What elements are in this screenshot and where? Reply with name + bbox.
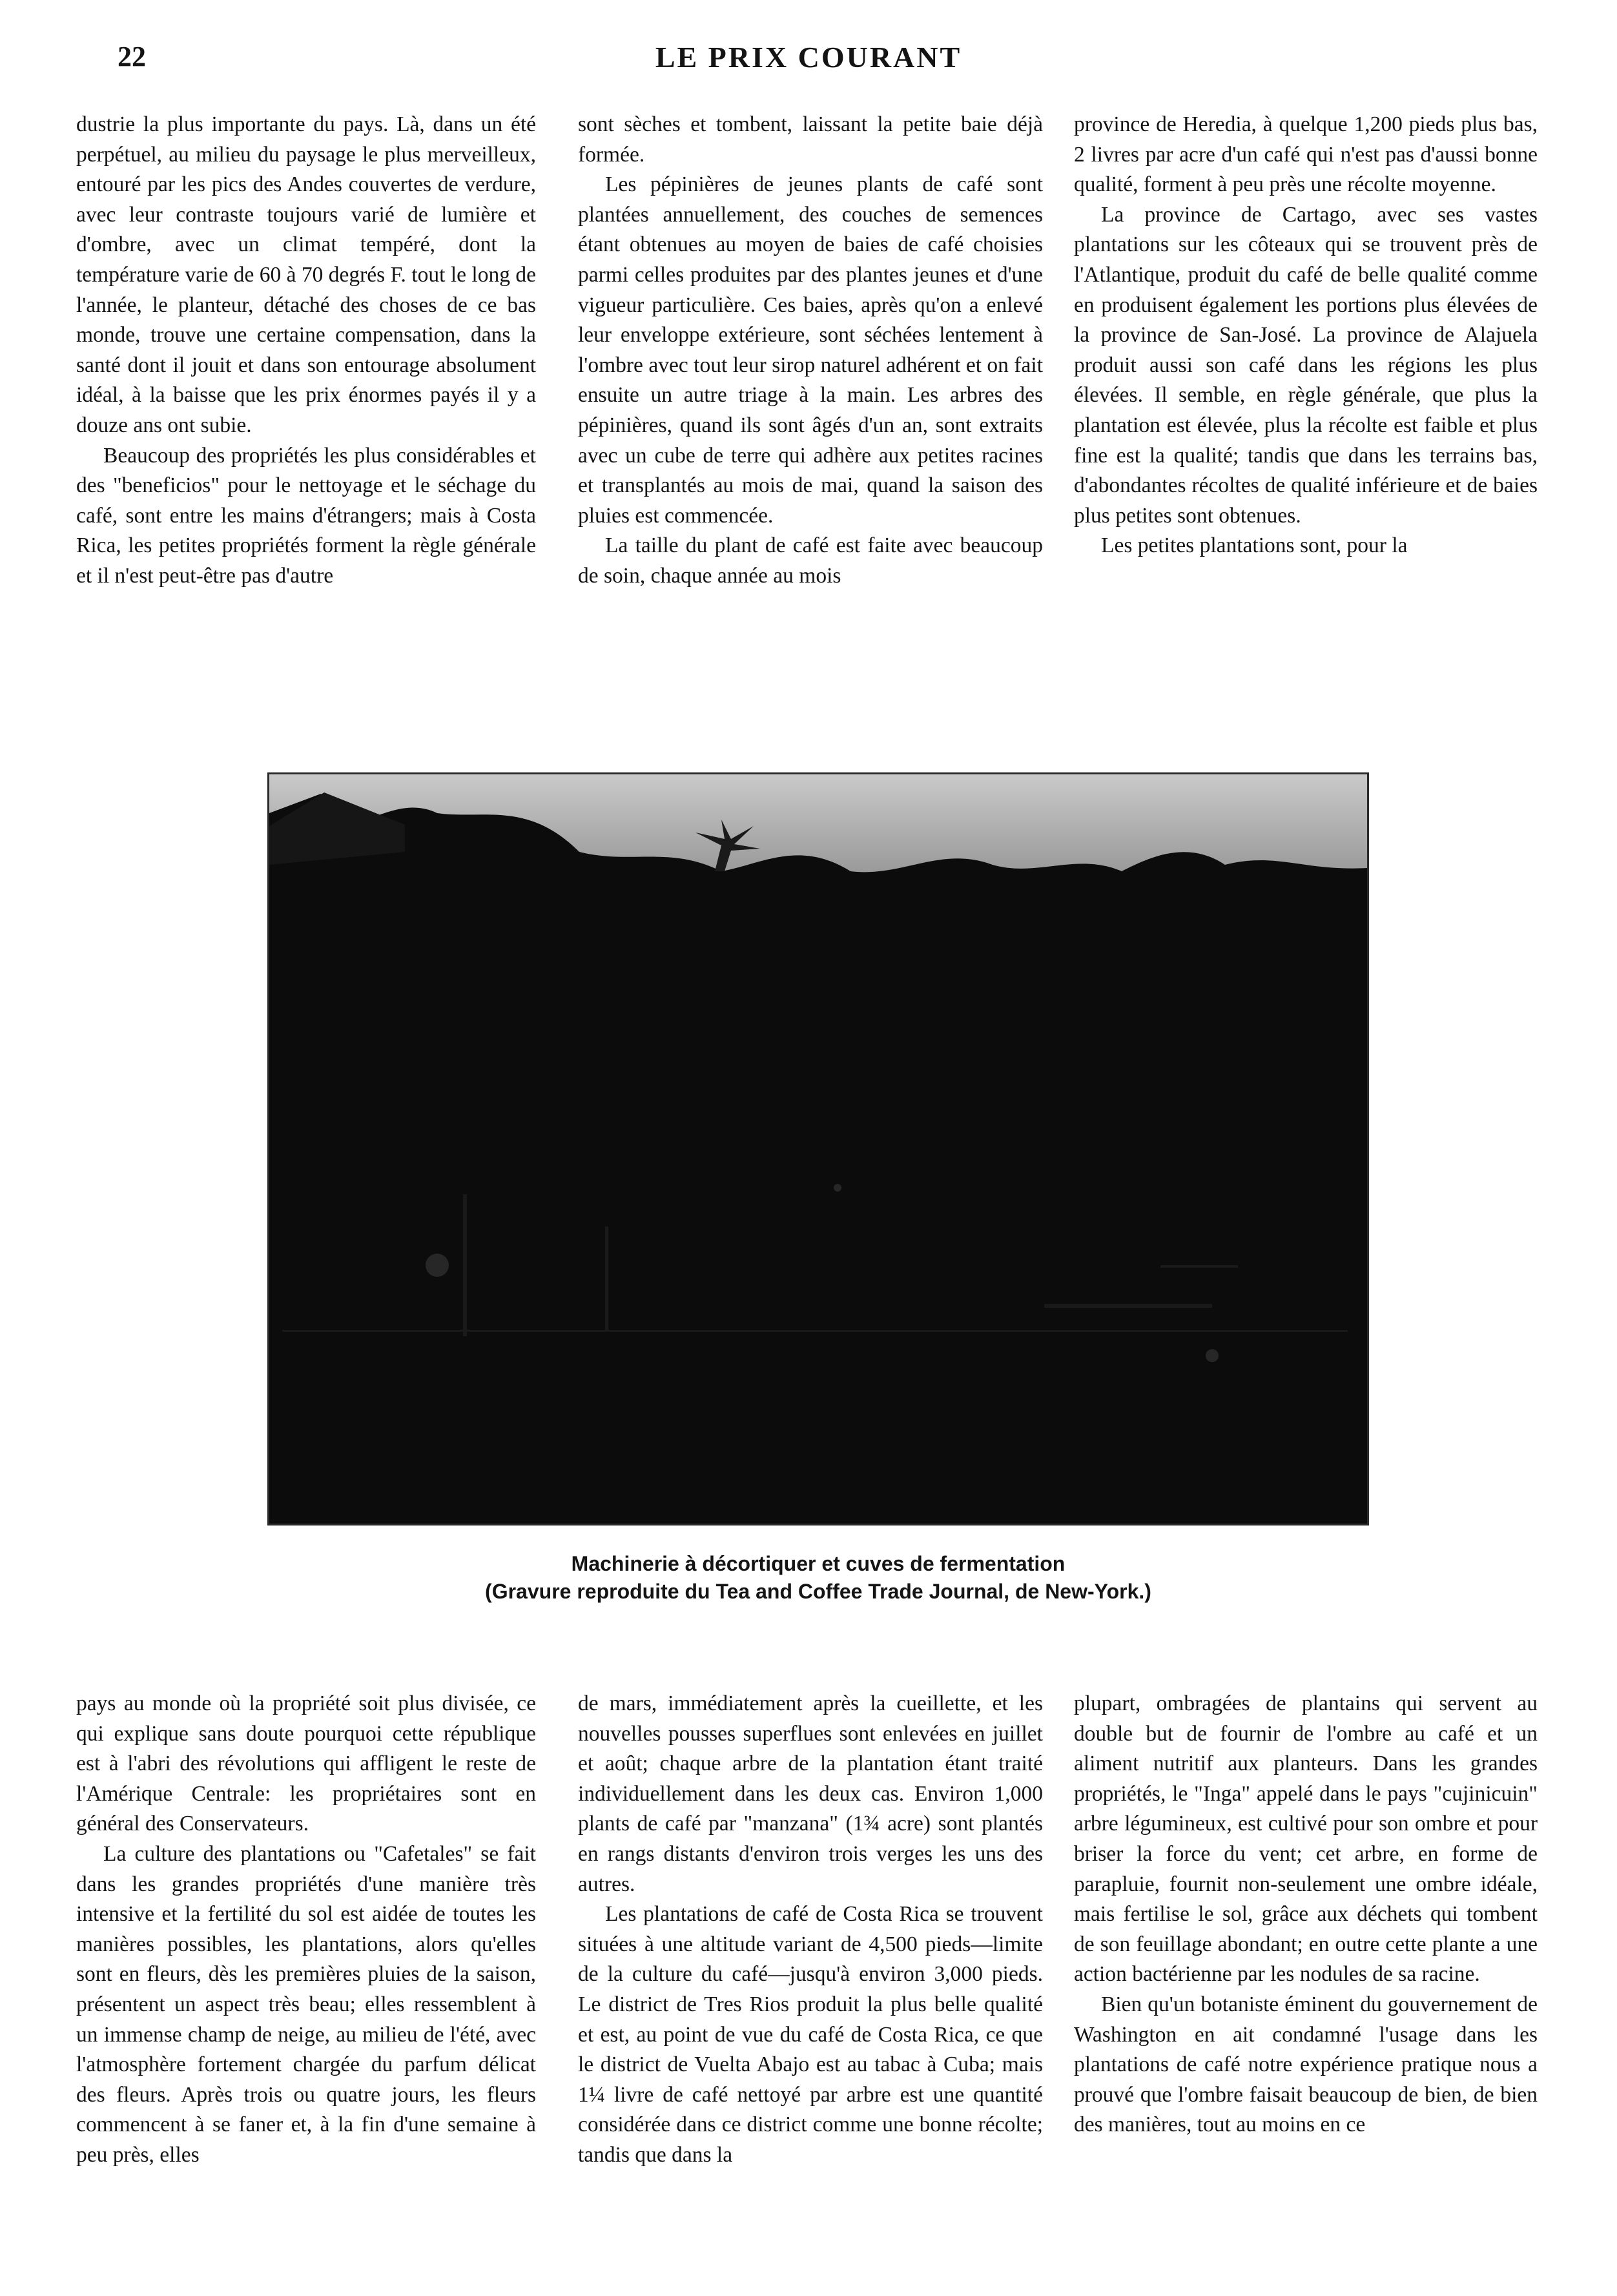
paragraph: La taille du plant de café est faite avec beaucoup de soin, chaque année au mois [578,533,1043,588]
column-3-bottom [1074,1689,1538,2140]
paragraph: province de Heredia, à quelque 1,200 pieds plus bas, 2 livres par acre d'un café qui n'est pas d'aussi bonne qualité, forment à peu près une récolte moyenne. [1074,112,1538,197]
column-2-top [578,110,1043,592]
column-2-bottom [578,1689,1043,2171]
paragraph: Bien qu'un botaniste éminent du gouvernement de Washington en ait condamné l'usage dans les plantations de café notre expérience pratique nous a prouvé que l'ombre faisait beaucoup de bien, de bien des manières, tout au moins en ce [1074,1992,1538,2137]
caption-title: Machinerie à décortiquer et cuves de fermentation [571,1552,1066,1575]
paragraph: Beaucoup des propriétés les plus considérables et des "beneficios" pour le nettoyage et le séchage du café, sont entre les mains d'étrangers; mais à Costa Rica, les petites propriétés forment la règle générale et il n'est peut-être pas d'autre [76,443,536,588]
paragraph: plupart, ombragées de plantains qui servent au double but de fournir de l'ombre au café et un aliment nutritif aux planteurs. Dans les grandes propriétés, le "Inga" appelé dans le pays "cujinicuin" arbre légumineux, est cultivé pour son ombre et pour briser la force du vent; cet arbre, en forme de parapluie, fournit non-seulement une ombre idéale, mais fertilise le sol, grâce aux déchets qui tombent de son feuillage abondant; en outre cette plante a une action bactérienne par les nodules de sa racine. [1074,1691,1538,1987]
paragraph: Les plantations de café de Costa Rica se trouvent situées à une altitude variant de 4,500 pieds—limite de la culture du café—jusqu'à environ 3,000 pieds. Le district de Tres Rios produit la plus belle qualité et est, au point de vue du café de Costa Rica, ce que le district de Vuelta Abajo est au tabac à Cuba; mais 1¼ livre de café nettoyé par arbre est une quantité considérée dans ce district comme une bonne récolte; tandis que dans la [578,1902,1043,2167]
paragraph: La culture des plantations ou "Cafetales" se fait dans les grandes propriétés d'une manière très intensive et la fertilité du sol est aidée de toutes les manières possibles, les plantations, alors qu'elles sont en fleurs, dès les premières pluies de la saison, présentent un aspect très beau; elles ressemblent à un immense champ de neige, au milieu de l'été, avec l'atmosphère fortement chargée du parfum délicat des fleurs. Après trois ou quatre jours, les fleurs commencent à se faner et, à la fin d'une semaine à peu près, elles [76,1841,536,2167]
paragraph: dustrie la plus importante du pays. Là, dans un été perpétuel, au milieu du paysage le plus merveilleux, entouré par les pics des Andes couvertes de verdure, avec leur contraste toujours varié de lumière et d'ombre, avec un climat tempéré, dont la température varie de 60 à 70 degrés F. tout le long de l'année, le planteur, détaché des choses de ce bas monde, trouve une certaine compensation, dans la santé dont il jouit et dans son entourage absolument idéal, à la baisse que les prix énormes payés il y a douze ans ont subie. [76,112,536,437]
paragraph: Les petites plantations sont, pour la [1101,533,1408,558]
column-3-top [1074,110,1538,561]
column-1-bottom [76,1689,536,2171]
figure-caption [387,1550,1249,1606]
page-header [0,40,1617,79]
column-1-top [76,110,536,592]
paragraph: Les pépinières de jeunes plants de café sont plantées annuellement, des couches de semences étant obtenues au moyen de baies de café choisies parmi celles produites par des plantes jeunes et d'une vigueur particulière. Ces baies, après qu'on a enlevé leur enveloppe extérieure, sont séchées lentement à l'ombre avec tout leur sirop naturel adhérent et on fait ensuite un autre triage à la main. Les arbres des pépinières, quand ils sont âgés d'un an, sont extraits avec un cube de terre qui adhère aux petites racines et transplantés au mois de mai, quand la saison des pluies est commencée. [578,172,1043,528]
engraving-photo [267,772,1369,1525]
paragraph: pays au monde où la propriété soit plus divisée, ce qui explique sans doute pourquoi cette république est à l'abri des révolutions qui affligent le reste de l'Amérique Centrale: les propriétaires sont en général des Conservateurs. [76,1691,536,1836]
paragraph: La province de Cartago, avec ses vastes plantations sur les côteaux qui se trouvent près de l'Atlantique, produit du café de belle qualité comme en produisent également les portions plus élevées de la province de San-José. La province de Alajuela produit aussi son café dans les régions les plus élevées. Il semble, en règle générale, que plus la plantation est élevée, plus la récolte est faible et plus fine est la qualité; tandis que dans les terrains bas, d'abondantes récoltes de qualité inférieure et de baies plus petites sont obtenues. [1074,202,1538,528]
paragraph: sont sèches et tombent, laissant la petite baie déjà formée. [578,112,1043,167]
running-title: LE PRIX COURANT [655,41,962,74]
paragraph: de mars, immédiatement après la cueillette, et les nouvelles pousses superflues sont enlevées en juillet et août; chaque arbre de la plantation étant traité individuellement dans les deux cas. Environ 1,000 plants de café par "manzana" (1¾ acre) sont plantés en rangs distants d'environ trois verges les uns des autres. [578,1691,1043,1896]
page-number: 22 [118,41,146,72]
caption-credit: (Gravure reproduite du Tea and Coffee Trade Journal, de New-York.) [485,1580,1151,1603]
